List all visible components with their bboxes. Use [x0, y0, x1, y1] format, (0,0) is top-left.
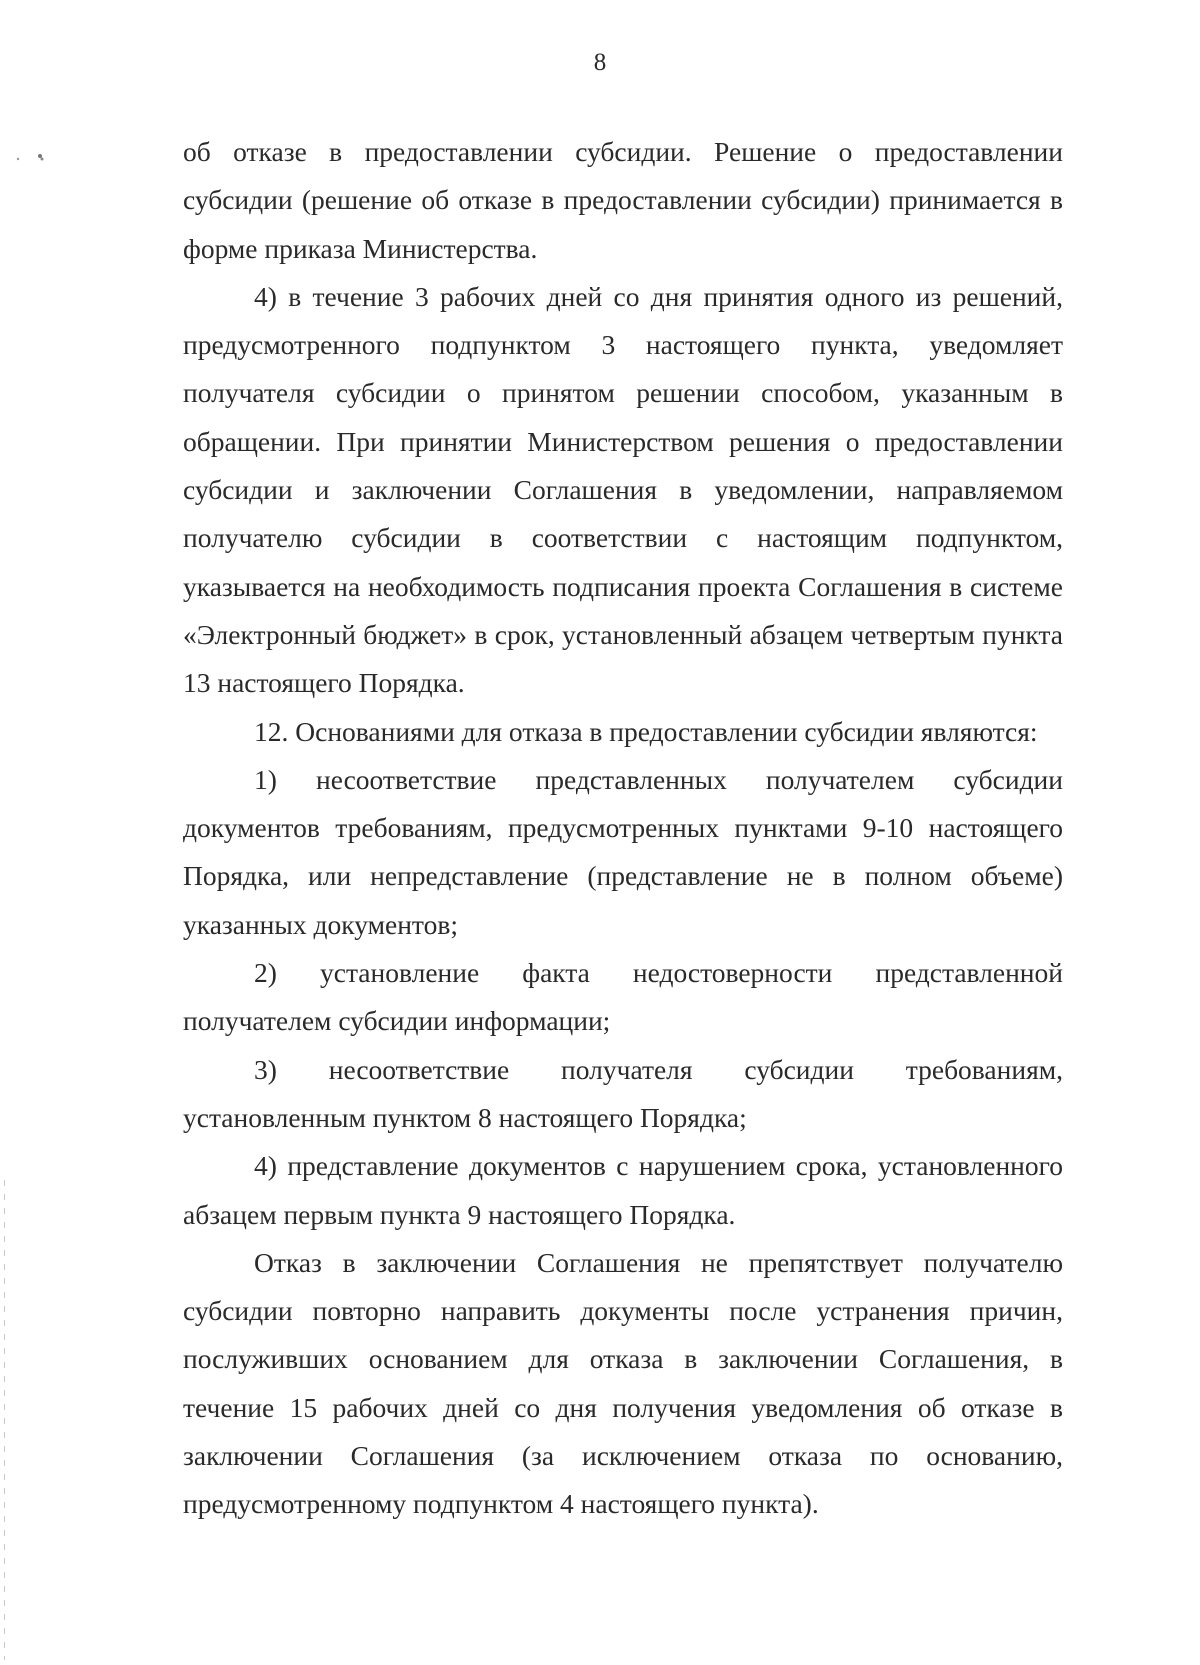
document-body — [183, 128, 1063, 1529]
paragraph-clause-12: 12. Основаниями для отказа в предоставлении субсидии являются: — [254, 715, 1038, 747]
list-item-4: 4) представление документов с нарушением срока, установленного абзацем первым пункта 9 настоящего Порядка. — [183, 1150, 1063, 1230]
list-item-3: 3) несоответствие получателя субсидии требованиям, установленным пунктом 8 настоящего Порядка; — [183, 1053, 1063, 1133]
page-number: 8 — [593, 49, 607, 76]
paragraph-refusal-note: Отказ в заключении Соглашения не препятствует получателю субсидии повторно направить документы после устранения причин, послуживших основанием для отказа в заключении Соглашения, в течение 15 рабочих дней со дня получения уведомления об отказе в заключении Соглашения (за исключением отказа по основанию, предусмотренному подпунктом 4 настоящего пункта). — [183, 1246, 1063, 1520]
list-item-2: 2) установление факта недостоверности представленной получателем субсидии информации; — [183, 957, 1063, 1037]
scan-artifact-marks — [14, 150, 54, 166]
paragraph-subitem-4: 4) в течение 3 рабочих дней со дня принятия одного из решений, предусмотренного подпунктом 3 настоящего пункта, уведомляет получателя субсидии о принятом решении способом, указанным в обращении. При принятии Министерством решения о предоставлении субсидии и заключении Соглашения в уведомлении, направляемом получателю субсидии в соответствии с настоящим подпунктом, указывается на необходимость подписания проекта Соглашения в системе «Электронный бюджет» в срок, установленный абзацем четвертым пункта 13 настоящего Порядка. — [183, 280, 1063, 699]
scan-edge-artifact — [4, 1180, 5, 1660]
paragraph-continuation: об отказе в предоставлении субсидии. Решение о предоставлении субсидии (решение об отказе в предоставлении субсидии) принимается в форме приказа Министерства. — [183, 136, 1063, 264]
list-item-1: 1) несоответствие представленных получателем субсидии документов требованиям, предусмотренных пунктами 9-10 настоящего Порядка, или непредставление (представление не в полном объеме) указанных документов; — [183, 763, 1063, 940]
